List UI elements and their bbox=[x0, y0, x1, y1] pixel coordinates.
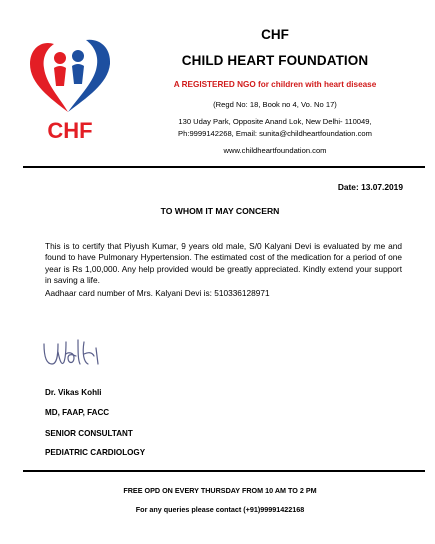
address-line-2: Ph:9999142268, Email: sunita@childheartfoundation.com bbox=[178, 129, 372, 138]
letter-salutation: TO WHOM IT MAY CONCERN bbox=[160, 206, 280, 216]
address-line-1: 130 Uday Park, Opposite Anand Lok, New Delhi- 110049, bbox=[178, 117, 372, 126]
signatory-designation: SENIOR CONSULTANT bbox=[45, 429, 133, 438]
website-link[interactable]: www.childheartfoundation.com bbox=[223, 146, 327, 155]
org-name: CHILD HEART FOUNDATION bbox=[181, 53, 369, 68]
letter-body: This is to certify that Piyush Kumar, 9 years old male, S/0 Kalyani Devi is evaluated by me and found to have Pulmonary Hypertension. The estimated cost of the medication for a period of one year is Rs 1,00,000. Any help provided would be greatly appreciated. Kindly extend your support in saving a life. bbox=[45, 241, 402, 285]
footer-contact: For any queries please contact (+91)99991422168 bbox=[135, 505, 305, 514]
header-divider bbox=[23, 166, 425, 168]
chf-logo bbox=[20, 26, 120, 144]
footer-opd-notice: FREE OPD ON EVERY THURSDAY FROM 10 AM TO 2 PM bbox=[123, 486, 317, 495]
org-abbreviation: CHF bbox=[261, 27, 289, 42]
ngo-tagline: A REGISTERED NGO for children with heart disease bbox=[173, 80, 377, 89]
heart-children-logo-icon bbox=[20, 26, 120, 144]
footer-divider bbox=[23, 470, 425, 472]
letter-date: Date: 13.07.2019 bbox=[337, 182, 403, 192]
signature bbox=[38, 336, 108, 372]
registration-number: (Regd No: 18, Book no 4, Vo. No 17) bbox=[213, 100, 337, 109]
signatory-department: PEDIATRIC CARDIOLOGY bbox=[45, 448, 146, 457]
signatory-name: Dr. Vikas Kohli bbox=[45, 388, 102, 397]
signatory-qualifications: MD, FAAP, FACC bbox=[45, 408, 110, 417]
aadhaar-line: Aadhaar card number of Mrs. Kalyani Devi is: 510336128971 bbox=[45, 288, 270, 298]
svg-text:CHF: CHF bbox=[47, 118, 93, 143]
signature-icon bbox=[38, 336, 108, 372]
